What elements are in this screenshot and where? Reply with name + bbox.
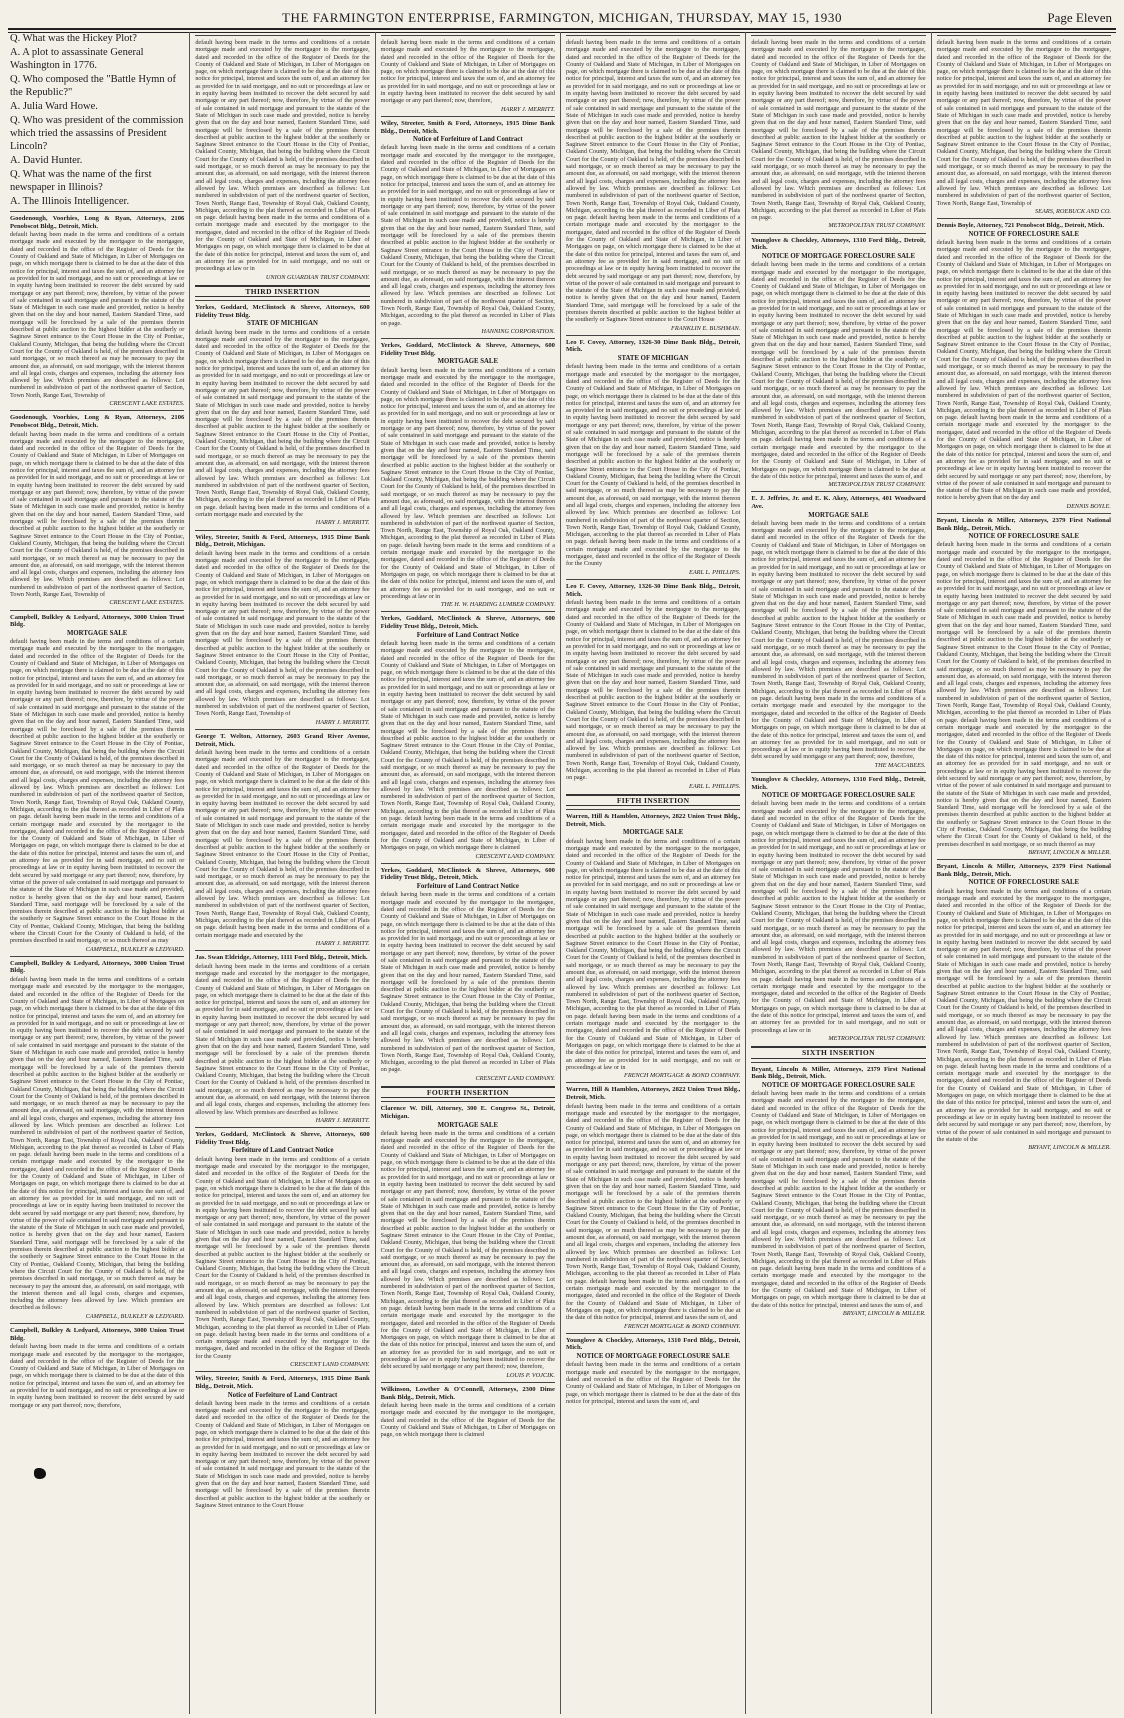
notice-title: MORTGAGE SALE — [437, 358, 499, 366]
torn-hole-mark — [34, 1468, 46, 1479]
notice-body: default having been made in the terms and conditions of a certain mortgage made and executed by the mortgagor to the mortgagee, dated and recorded in the office of the Register of Deeds for the County of Oakland and State of Michigan, in Liber of Mortgages on page, on which mortgage there is claimed to be due at the date of this notice for principal, interest and taxes the sum of, and an attorney fee as provided for in said mortgage, and no suit or proceedings at law or in equity having been instituted to recover the debt secured by said mortgage or any part thereof; now, therefore, by virtue of the power of sale contained in said mortgage and pursuant to the statute of the State of Michigan in such case made and provided, notice is hereby given that on the day and hour named, Eastern Standard Time, said mortgage will be foreclosed by a sale of the premises therein described at public auction to the highest bidder at the southerly or Saginaw Street entrance to the Court House — [195, 1399, 370, 1509]
legal-notice — [937, 513, 1111, 856]
legal-notice — [937, 218, 1111, 510]
notice-body: default having been made in the terms and conditions of a certain mortgage made and executed by the mortgagor to the mortgagee, dated and recorded in the office of the Register of Deeds for the County of Oakland and State of Michigan, in Liber of Mortgages on page, on which mortgage there is claimed to be due at the date of this notice for principal, interest and taxes the sum of, and an attorney fee as provided for in said mortgage, and no suit or proceedings at law or in equity having been instituted to recover the debt secured by said mortgage or any part thereof; now, therefore, by virtue of the power of sale contained in said mortgage and pursuant to the statute of the State of Michigan in such case made and provided, notice is hereby given that on the day and hour named, Eastern Standard Time, said mortgage will be foreclosed by a sale of the premises therein described at public auction to the highest bidder at the southerly or Saginaw Street entrance to the Court House in the City of Pontiac, Oakland County, Michigan, that being the building where the Circuit Court for the County of Oakland is held, of the premises described in said mortgage, or so much thereof as may be necessary to pay the amount due, as aforesaid, on said mortgage, with the interest thereon and all legal costs, charges and expenses, including the attorney fees allowed by law. Which premises are described as follows: Lot numbered in subdivision of part of the northwest quarter of Section, Town North, Range East, Township of — [195, 549, 370, 718]
notice-signature: METROPOLITAN TRUST COMPANY. — [828, 1034, 926, 1042]
legal-notice — [566, 335, 740, 576]
notice-body: default having been made in the terms and conditions of a certain mortgage made and executed by the mortgagor to the mortgagee, dated and recorded in the office of the Register of Deeds for the County of Oakland and State of Michigan, in Liber of Mortgages on page, on which mortgage there is claimed to be due at the date of this notice for principal, interest and taxes the sum of, and an attorney fee as provided for in said mortgage, and no suit or proceedings at law or in equity having been instituted to recover the debt secured by said mortgage or any part thereof; now, therefore, by virtue of the power of sale contained in said mortgage and pursuant to the statute of the State of Michigan in such case made and provided, notice is hereby given that on the day and hour named, Eastern Standard Time, said mortgage will be foreclosed by a sale of the premises therein described at public auction to the highest bidder at the southerly or Saginaw Street entrance to the Court House in the City of Pontiac, Oakland County, Michigan, that being the building where the Circuit Court for the County of Oakland is held, of the premises described in said mortgage, or so much thereof as may be necessary to pay the amount due, as aforesaid, on said mortgage, with the interest thereon and all legal costs, charges and expenses, including the attorney fees allowed by law. Which premises are described as follows: Lot numbered in subdivision of part of the northwest quarter of Section, Town North, Range East, Township of Royal Oak, Oakland County, Michigan, according to the plat thereof as recorded in Liber of Plats on page. default having been made in the terms and conditions of a certain mortgage made and executed by the mortgagor to the mortgagee, dated and recorded in the office of the Register of Deeds for the County of Oakland and State of Michigan, in Liber of Mortgages on page, on which mortgage there is claimed to be due at the date of this notice for principal, interest and taxes the sum of, and — [565, 1102, 741, 1322]
legal-notice — [751, 772, 925, 1042]
notice-signature: METROPOLITAN TRUST COMPANY. — [828, 481, 926, 489]
notice-attorney-heading: Wilkinson, Lowther & O'Connell, Attorneys, 2300 Dime Bank Bldg., Detroit, Mich. — [380, 1385, 555, 1401]
notice-attorney-heading: Leo F. Covey, Attorney, 1326-30 Dime Bank Bldg., Detroit, Mich. — [565, 582, 741, 598]
notice-attorney-heading: Yerkes, Goddard, McClintock & Shreve, Attorneys, 600 Fidelity Trust Bldg., Detroit, Mich. — [380, 615, 555, 631]
notice-attorney-heading: Dennis Boyle, Attorney, 721 Penobscot Bldg., Detroit, Mich. — [936, 222, 1105, 230]
notice-signature: UNION GUARDIAN TRUST COMPANY. — [265, 273, 370, 281]
notice-signature: CAMPBELL, BULKLEY & LEDYARD. — [85, 945, 185, 953]
legal-notice — [937, 35, 1111, 215]
insertion-heading: THIRD INSERTION — [195, 285, 369, 297]
notice-signature: FRENCH MORTGAGE & BOND COMPANY. — [623, 1072, 741, 1080]
notice-attorney-heading: Younglove & Chockley, Attorneys, 1310 Ford Bldg., Detroit, Mich. — [751, 236, 926, 252]
notice-signature: CRESCENT LAKE ESTATES. — [109, 599, 185, 607]
notice-title: MORTGAGE SALE — [622, 829, 684, 837]
notice-attorney-heading: Warren, Hill & Hamblen, Attorneys, 2822 Union Trust Bldg., Detroit, Mich. — [565, 1086, 741, 1102]
legal-notice — [195, 300, 369, 527]
notice-signature: CRESCENT LAND COMPANY. — [475, 1074, 555, 1082]
legal-notice — [566, 579, 740, 790]
notice-signature: EARL L. PHILLIPS. — [688, 782, 741, 790]
notice-body: default having been made in the terms and conditions of a certain mortgage made and executed by the mortgagor to the mortgagee, dated and recorded in the office of the Register of Deeds for the County of Oakland and State of Michigan, in Liber of Mortgages on page, on which mortgage there is claimed to be due at the date of this notice for principal, interest and taxes the sum of, and an attorney fee as provided for in said mortgage, and no suit or proceedings at law or in equity having been instituted to recover the debt secured by said mortgage or any part thereof; now, therefore, by virtue of the power of sale contained in said mortgage and pursuant to the statute of the State of Michigan in such case made and provided, notice is hereby given that on the day and hour named, Eastern Standard Time, said mortgage will be foreclosed by a sale of the premises therein described at public auction to the highest bidder at the southerly or Saginaw Street entrance to the Court House in the City of Pontiac, Oakland County, Michigan, that being the building where the Circuit Court for the County of Oakland is held, of the premises described in said mortgage, or so much thereof as may be necessary to pay the amount due, as aforesaid, on said mortgage, with the interest thereon and all legal costs, charges and expenses, including the attorney fees allowed by law. Which premises are described as follows: Lot numbered in subdivision of part of the northwest quarter of Section, Town North, Range East, Township of Royal Oak, Oakland County, Michigan, according to the plat thereof as recorded in Liber of Plats on page. default having been made in the terms and conditions of a certain mortgage made and executed by the mortgagor to the mortgagee, dated and recorded in the office of the Register of Deeds for the County of Oakland and State of Michigan, in Liber of Mortgages on page, on which mortgage there is claimed to be due at the date of this notice for principal, interest and taxes the sum of, and an attorney fee as provided for in said mortgage, and no suit or proceedings at law or in equity having been instituted to recover the debt secured by said mortgage or any part thereof; now, therefore, by virtue of the power of sale contained in said mortgage and pursuant to the statute of the State of Michigan in such case made and provided, notice is hereby given that on the day and hour named, Eastern Standard Time, said mortgage will be foreclosed by a sale of the premises therein described at public auction to the highest bidder at the southerly or Saginaw Street entrance to the Court House in the City of Pontiac, Oakland County, Michigan, that being the building where the Circuit Court for the County of Oakland is held, of the premises described in said mortgage, or so much thereof as may — [936, 541, 1111, 848]
legal-notice — [10, 610, 184, 953]
legal-notice — [566, 35, 740, 332]
masthead-title: THE FARMINGTON ENTERPRISE, FARMINGTON, MICHIGAN, THURSDAY, MAY 15, 1930 — [281, 10, 843, 25]
notice-body: default having been made in the terms and conditions of a certain mortgage made and executed by the mortgagor to the mortgagee, dated and recorded in the office of the Register of Deeds for the County of Oakland and State of Michigan, in Liber of Mortgages on page, on which mortgage there is claimed to be due at the date of this notice for principal, interest and taxes the sum of, and — [565, 1361, 741, 1405]
notice-body: default having been made in the terms and conditions of a certain mortgage made and executed by the mortgagor to the mortgagee, dated and recorded in the office of the Register of Deeds for the County of Oakland and State of Michigan, in Liber of Mortgages on page, on which mortgage there is claimed to be due at the date of this notice for principal, interest and taxes the sum of, and an attorney fee as provided for in said mortgage, and no suit or proceedings at law or in equity having been instituted to recover the debt secured by said mortgage or any part thereof; now, therefore, by virtue of the power of sale contained in said mortgage and pursuant to the statute of the State of Michigan in such case made and provided, notice is hereby given that on the day and hour named, Eastern Standard Time, said mortgage will be foreclosed by a sale of the premises therein described at public auction to the highest bidder at the southerly or Saginaw Street entrance to the Court House in the City of Pontiac, Oakland County, Michigan, that being the building where the Circuit Court for the County of Oakland is held, of the premises described in said mortgage, or so much thereof as may be necessary to pay the amount due, as aforesaid, on said mortgage, with the interest thereon and all legal costs, charges and expenses, including the attorney fees allowed by law. Which premises are described as follows: Lot numbered in subdivision of part of the northwest quarter of Section, Town North, Range East, Township of Royal Oak, Oakland County, Michigan, according to the plat thereof as recorded in Liber of Plats on page. default having been made in the terms and conditions of a certain mortgage made and executed by the mortgagor to the mortgagee, dated and recorded in the office of the Register of Deeds for the County of Oakland and State of Michigan, in Liber of Mortgages on page, on which mortgage there is claimed to be due at the date of this notice for principal, interest and taxes the sum of, and — [751, 1090, 926, 1309]
legal-notice — [751, 35, 925, 230]
quiz-question: Q. Who was president of the commission which tried the assassins of President Lincoln? — [10, 115, 184, 152]
notice-attorney-heading: Leo F. Covey, Attorney, 1326-30 Dime Bank Bldg., Detroit, Mich. — [565, 338, 741, 354]
notice-body: default having been made in the terms and conditions of a certain mortgage made and executed by the mortgagor to the mortgagee, dated and recorded in the office of the Register of Deeds for the County of Oakland and State of Michigan, in Liber of Mortgages on page, on which mortgage there is claimed to be due at the date of this notice for principal, interest and taxes the sum of, and an attorney fee as provided for in said mortgage, and no suit or proceedings at law or in equity having been instituted to recover the debt secured by said mortgage or any part thereof; now, therefore, by virtue of the power of sale contained in said mortgage and pursuant to the statute of the State of Michigan in such case made and provided, notice is hereby given that on the day and hour named, Eastern Standard Time, said mortgage will be foreclosed by a sale of the premises therein described at public auction to the highest bidder at the southerly or Saginaw Street entrance to the Court House in the City of Pontiac, Oakland County, Michigan, that being the building where the Circuit Court for the County of Oakland is held, of the premises described in said mortgage, or so much thereof as may be necessary to pay the amount due, as aforesaid, on said mortgage, with the interest thereon and all legal costs, charges and expenses, including the attorney fees allowed by law. Which premises are described as follows: Lot numbered in subdivision of part of the northwest quarter of Section, Town North, Range East, Township of — [10, 231, 185, 399]
notice-title: NOTICE OF MORTGAGE FORECLOSURE SALE — [761, 792, 916, 800]
notice-body: default having been made in the terms and conditions of a certain mortgage made and executed by the mortgagor to the mortgagee, dated and recorded in the office of the Register of Deeds for the County of Oakland and State of Michigan, in Liber of Mortgages on page, on which mortgage there is claimed to be due at the date of this notice for principal, interest and taxes the sum of, and an attorney fee as provided for in said mortgage, and no suit or proceedings at law or in equity having been instituted to recover the debt secured by said mortgage or any part thereof; now, therefore, by virtue of the power of sale contained in said mortgage and pursuant to the statute of the State of Michigan in such case made and provided, notice is hereby given that on the day and hour named, Eastern Standard Time, said mortgage will be foreclosed by a sale of the premises therein described at public auction to the highest bidder at the southerly or Saginaw Street entrance to the Court House in the City of Pontiac, Oakland County, Michigan, that being the building where the Circuit Court for the County of Oakland is held, of the premises described in said mortgage, or so much thereof as may be necessary to pay the amount due, as aforesaid, on said mortgage, with the interest thereon and all legal costs, charges and expenses, including the attorney fees allowed by law. Which premises are described as follows: Lot numbered in subdivision of part of the northwest quarter of Section, Town North, Range East, Township of Royal Oak, Oakland County, Michigan, according to the plat thereof as recorded in Liber of Plats on page. — [751, 39, 926, 222]
legal-notice — [195, 35, 369, 281]
notice-body: default having been made in the terms and conditions of a certain mortgage made and executed by the mortgagor to the mortgagee, dated and recorded in the office of the Register of Deeds for the County of Oakland and State of Michigan, in Liber of Mortgages on page, on which mortgage there is claimed to be due at the date of this notice for principal, interest and taxes the sum of, and an attorney fee as provided for in said mortgage, and no suit or proceedings at law or in equity having been instituted to recover the debt secured by said mortgage or any part thereof; now, therefore, by virtue of the power of sale contained in said mortgage and pursuant to the statute of the State of Michigan in such case made and provided, notice is hereby given that on the day and hour named, Eastern Standard Time, said mortgage will be foreclosed by a sale of the premises therein described at public auction to the highest bidder at the southerly or Saginaw Street entrance to the Court House in the City of Pontiac, Oakland County, Michigan, that being the building where the Circuit Court for the County of Oakland is held, of the premises described in said mortgage, or so much thereof as may be necessary to pay the amount due, as aforesaid, on said mortgage, with the interest thereon and all legal costs, charges and expenses, including the attorney fees allowed by law. Which premises are described as follows: Lot numbered in subdivision of part of the northwest quarter of Section, Town North, Range East, Township of Royal Oak, Oakland County, Michigan, according to the plat thereof as recorded in Liber of Plats on page. default having been made in the terms and conditions of a certain mortgage made and executed by the mortgagor to the mortgagee, dated and recorded in the office of the Register of Deeds for the County — [195, 1155, 370, 1360]
notice-body: default having been made in the terms and conditions of a certain mortgage made and executed by the mortgagor to the mortgagee, dated and recorded in the office of the Register of Deeds for the County of Oakland and State of Michigan, in Liber of Mortgages on page, on which mortgage there is claimed to be due at the date of this notice for principal, interest and taxes the sum of, and an attorney fee as provided for in said mortgage, and no suit or proceedings at law or in equity having been instituted to recover the debt secured by said mortgage or any part thereof; now, therefore, by virtue of the power of sale contained in said mortgage and pursuant to the statute of the State of Michigan in such case made and provided, notice is hereby given that on the day and hour named, Eastern Standard Time, said mortgage will be foreclosed by a sale of the premises therein described at public auction to the highest bidder at the southerly or Saginaw Street entrance to the Court House in the City of Pontiac, Oakland County, Michigan, that being the building where the Circuit Court for the County of Oakland is held, of the premises described in said mortgage, or so much thereof as may be necessary to pay the amount due, as aforesaid, on said mortgage, with the interest thereon and all legal costs, charges and expenses, including the attorney fees allowed by law. Which premises are described as follows: Lot numbered in subdivision of part of the northwest quarter of Section, Town North, Range East, Township of Royal Oak, Oakland County, Michigan, according to the plat thereof as recorded in Liber of Plats on page. — [380, 144, 555, 327]
legal-notice — [937, 859, 1111, 1151]
notice-signature: HARRY J. MERRITT. — [315, 1116, 370, 1124]
notice-signature: THE MACCABEES. — [874, 761, 926, 769]
notice-body: default having been made in the terms and conditions of a certain mortgage made and executed by the mortgagor to the mortgagee, dated and recorded in the office of the Register of Deeds for the County of Oakland and State of Michigan, in Liber of Mortgages on page, on which mortgage there is claimed to be due at the date of this notice for principal, interest and taxes the sum of, and an attorney fee as provided for in said mortgage, and no suit or proceedings at law or in equity having been instituted to recover the debt secured by said mortgage or any part thereof; now, therefore, by virtue of the power of sale contained in said mortgage and pursuant to the statute of the State of Michigan in such case made and provided, notice is hereby given that on the day and hour named, Eastern Standard Time, said mortgage will be foreclosed by a sale of the premises therein described at public auction to the highest bidder at the southerly or Saginaw Street entrance to the Court House in the City of Pontiac, Oakland County, Michigan, that being the building where the Circuit Court for the County of Oakland is held, of the premises described in said mortgage, or so much thereof as may be necessary to pay the amount due, as aforesaid, on said mortgage, with the interest thereon and all legal costs, charges and expenses, including the attorney fees allowed by law. Which premises are described as follows: Lot numbered in subdivision of part of the northwest quarter of Section, Town North, Range East, Township of Royal Oak, Oakland County, Michigan, according to the plat thereof as recorded in Liber of Plats on page. default having been made in the terms and conditions of a certain mortgage made and executed by the mortgagor to the mortgagee, dated and recorded in the office of the Register of Deeds for the County of Oakland and State of Michigan, in Liber of Mortgages on page, on which mortgage there is claimed to be due at the date of this notice for principal, interest and taxes the sum of, and an attorney fee as provided for in said mortgage, and no suit or proceedings at law or in — [380, 366, 555, 600]
notice-attorney-heading: Wiley, Streeter, Smith & Ford, Attorneys, 1915 Dime Bank Bldg., Detroit, Mich. — [380, 119, 555, 135]
notice-body: default having been made in the terms and conditions of a certain mortgage made and executed by the mortgagor to the mortgagee, dated and recorded in the office of the Register of Deeds for the County of Oakland and State of Michigan, in Liber of Mortgages on page, on which mortgage there is claimed to be due at the date of this notice for principal, interest and taxes the sum of, and an attorney fee as provided for in said mortgage, and no suit or proceedings at law or in equity having been instituted to recover the debt secured by said mortgage or any part thereof; now, therefore, by virtue of the power of sale contained in said mortgage and pursuant to the statute of the State of Michigan in such case made and provided, notice is hereby given that on the day and hour named, Eastern Standard Time, said mortgage will be foreclosed by a sale of the premises therein described at public auction to the highest bidder at the southerly or Saginaw Street entrance to the Court House in the City of Pontiac, Oakland County, Michigan, that being the building where the Circuit Court for the County of Oakland is held, of the premises described in said mortgage, or so much thereof as may be necessary to pay the amount due, as aforesaid, on said mortgage, with the interest thereon and all legal costs, charges and expenses, including the attorney fees allowed by law. Which premises are described as follows: Lot numbered in subdivision of part of the northwest quarter of Section, Town North, Range East, Township of — [10, 430, 185, 599]
legal-notice — [381, 116, 555, 335]
quiz-answer: A. A plot to assassinate General Washington in 1776. — [10, 47, 144, 71]
notice-body: default having been made in the terms and conditions of a certain mortgage made and executed by the mortgagor to the mortgagee, dated and recorded in the office of the Register of Deeds for the County of Oakland and State of Michigan, in Liber of Mortgages on page, on which mortgage there is claimed to be due at the date of this notice for principal, interest and taxes the sum of, and an attorney fee as provided for in said mortgage, and no suit or proceedings at law or in equity having been instituted to recover the debt secured by said mortgage or any part thereof; now, therefore, by virtue of the power of sale contained in said mortgage and pursuant to the statute of the State of Michigan in such case made and provided, notice is hereby given that on the day and hour named, Eastern Standard Time, said mortgage will be foreclosed by a sale of the premises therein described at public auction to the highest bidder at the southerly or Saginaw Street entrance to the Court House in the City of Pontiac, Oakland County, Michigan, that being the building where the Circuit Court for the County of Oakland is held, of the premises described in said mortgage, or so much thereof as may be necessary to pay the amount due, as aforesaid, on said mortgage, with the interest thereon and all legal costs, charges and expenses, including the attorney fees allowed by law. Which premises are described as follows: Lot numbered in subdivision of part of the northwest quarter of Section, Town North, Range East, Township of Royal Oak, Oakland County, Michigan, according to the plat thereof as recorded in Liber of Plats on page. default having been made in the terms and conditions of a certain mortgage made and executed by the — [195, 749, 370, 939]
notice-signature: BRYANT, LINCOLN & MILLER. — [1028, 1144, 1111, 1152]
notice-body: default having been made in the terms and conditions of a certain mortgage made and executed by the mortgagor to the mortgagee, dated and recorded in the office of the Register of Deeds for the County of Oakland and State of Michigan, in Liber of Mortgages on page, on which mortgage there is claimed to be due at the date of this notice for principal, interest and taxes the sum of, and an attorney fee as provided for in said mortgage, and no suit or proceedings at law or in equity having been instituted to recover the debt secured by said mortgage or any part thereof; now, therefore, by virtue of the power of sale contained in said mortgage and pursuant to the statute of the State of Michigan in such case made and provided, notice is hereby given that on the day and hour named, Eastern Standard Time, said mortgage will be foreclosed by a sale of the premises therein described at public auction to the highest bidder at the southerly or Saginaw Street entrance to the Court House in the City of Pontiac, Oakland County, Michigan, that being the building where the Circuit Court for the County of Oakland is held, of the premises described in said mortgage, or so much thereof as may be necessary to pay the amount due, as aforesaid, on said mortgage, with the interest thereon and all legal costs, charges and expenses, including the attorney fees allowed by law. Which premises are described as follows: Lot numbered in subdivision of part of the northwest quarter of Section, Town North, Range East, Township of Royal Oak, Oakland County, Michigan, according to the plat thereof as recorded in Liber of Plats on page. default having been made in the terms and conditions of a certain mortgage made and executed by the mortgagor to the mortgagee, dated and recorded in the office of the Register of Deeds for the County of Oakland and State of Michigan, in Liber of Mortgages on page, on which mortgage there is claimed to be due at the date of this notice for principal, interest and taxes the sum of, and an attorney fee as provided for in said mortgage, and no suit or proceedings at law or in — [751, 800, 926, 1034]
legal-notice — [566, 1082, 740, 1329]
column-1 — [8, 32, 189, 1714]
notice-body: default having been made in the terms and conditions of a certain mortgage made and executed by the mortgagor to the mortgagee, dated and recorded in the office of the Register of Deeds for the County of Oakland and State of Michigan, in Liber of Mortgages on page, on which mortgage there is claimed to be due at the date of this notice for principal, interest and taxes the sum of, and an attorney fee as provided for in said mortgage, and no suit or proceedings at law or in equity having been instituted to recover the debt secured by said mortgage or any part thereof; now, therefore, by virtue of the power of sale contained in said mortgage and pursuant to the statute of the State of Michigan in such case made and provided, notice is hereby given that on the day and hour named, Eastern Standard Time, said mortgage will be foreclosed by a sale of the premises therein described at public auction to the highest bidder at the southerly or Saginaw Street entrance to the Court House in the City of Pontiac, Oakland County, Michigan, that being the building where the Circuit Court for the County of Oakland is held, of the premises described in said mortgage, or so much thereof as may be necessary to pay the amount due, as aforesaid, on said mortgage, with the interest thereon and all legal costs, charges and expenses, including the attorney fees allowed by law. Which premises are described as follows: Lot numbered in subdivision of part of the northwest quarter of Section, Town North, Range East, Township of Royal Oak, Oakland County, Michigan, according to the plat thereof as recorded in Liber of Plats on page. default having been made in the terms and conditions of a certain mortgage made and executed by the mortgagor to the mortgagee, dated and recorded in the office of the Register of Deeds for the County of Oakland and State of Michigan, in Liber of Mortgages on page, on which mortgage there is claimed to be due at the date of this notice for principal, interest and taxes the sum of, and an attorney fee as provided for in said mortgage, and no suit or proceedings at law or in equity having been instituted to recover the debt secured by said mortgage or any part thereof; now, therefore, — [751, 519, 926, 761]
notice-attorney-heading: Wiley, Streeter, Smith & Ford, Attorneys, 1915 Dime Bank Bldg., Detroit, Michigan. — [195, 533, 370, 549]
notice-attorney-heading: Campbell, Bulkley & Ledyard, Attorneys, 3000 Union Trust Bldg. — [10, 959, 185, 975]
masthead — [8, 6, 1116, 30]
notice-attorney-heading: Bryant, Lincoln & Miller, Attorneys, 2379 First National Bank Bldg., Detroit, Mich. — [936, 863, 1111, 878]
quiz-question: Q. What was the Hickey Plot? — [10, 33, 137, 44]
insertion-heading: FIFTH INSERTION — [566, 794, 740, 806]
notice-title: MORTGAGE SALE — [437, 1121, 499, 1129]
legal-notice — [10, 211, 184, 407]
notice-title: Forfeiture of Land Contract Notice — [416, 883, 519, 891]
notice-title: MORTGAGE SALE — [808, 511, 869, 519]
column-4 — [560, 32, 745, 1714]
notice-title: Notice of Forfeiture of Land Contract — [413, 136, 523, 144]
notice-signature: HARRY J. MERRITT. — [500, 105, 555, 113]
notice-attorney-heading: E. J. Jeffries, Jr. and E. K. Akey, Attorneys, 401 Woodward Ave. — [751, 495, 926, 510]
notice-title: NOTICE OF MORTGAGE FORECLOSURE SALE — [761, 252, 916, 260]
notice-body: default having been made in the terms and conditions of a certain mortgage made and executed by the mortgagor to the mortgagee, dated and recorded in the office of the Register of Deeds for the County of Oakland and State of Michigan, in Liber of Mortgages on page, on which mortgage there is claimed to be due at the date of this notice for principal, interest and taxes the sum of, and an attorney fee as provided for in said mortgage, and no suit or proceedings at law or in equity having been instituted to recover the debt secured by said mortgage or any part thereof; now, therefore, by virtue of the power of sale contained in said mortgage and pursuant to the statute of the State of Michigan in such case made and provided, notice is hereby given that on the day and hour named, Eastern Standard Time, said mortgage will be foreclosed by a sale of the premises therein described at public auction to the highest bidder at the southerly or Saginaw Street entrance to the Court House in the City of Pontiac, Oakland County, Michigan, that being the building where the Circuit Court for the County of Oakland is held, of the premises described in said mortgage, or so much thereof as may be necessary to pay the amount due, as aforesaid, on said mortgage, with the interest thereon and all legal costs, charges and expenses, including the attorney fees allowed by law. Which premises are described as follows: Lot numbered in subdivision of part of the northwest quarter of Section, Town North, Range East, Township of Royal Oak, Oakland County, Michigan, according to the plat thereof as recorded in Liber of Plats on page. default having been made in the terms and conditions of a certain mortgage made and executed by the mortgagor to the mortgagee, dated and recorded in the office of the Register of Deeds for the County of Oakland and State of Michigan, in Liber of Mortgages on page, on which mortgage there is claimed to be due at the date of this notice for principal, interest and taxes the sum of, and an attorney fee as provided for in said mortgage, and no suit or proceedings at law or in — [565, 837, 741, 1071]
notice-body: default having been made in the terms and conditions of a certain mortgage made and executed by the mortgagor to the mortgagee, dated and recorded in the office of the Register of Deeds for the County of Oakland and State of Michigan, in Liber of Mortgages on page, on which mortgage there is claimed to be due at the date of this notice for principal, interest and taxes the sum of, and an attorney fee as provided for in said mortgage, and no suit or proceedings at law or in equity having been instituted to recover the debt secured by said mortgage or any part thereof; now, therefore, by virtue of the power of sale contained in said mortgage and pursuant to the statute of the State of Michigan in such case made and provided, notice is hereby given that on the day and hour named, Eastern Standard Time, said mortgage will be foreclosed by a sale of the premises therein described at public auction to the highest bidder at the southerly or Saginaw Street entrance to the Court House in the City of Pontiac, Oakland County, Michigan, that being the building where the Circuit Court for the County of Oakland is held, of the premises described in said mortgage, or so much thereof as may be necessary to pay the amount due, as aforesaid, on said mortgage, with the interest thereon and all legal costs, charges and expenses, including the attorney fees allowed by law. Which premises are described as follows: Lot numbered in subdivision of part of the northwest quarter of Section, Town North, Range East, Township of Royal Oak, Oakland County, Michigan, according to the plat thereof as recorded in Liber of Plats on page. default having been made in the terms and conditions of a certain mortgage made and executed by the mortgagor to the mortgagee, dated and recorded in the office of the Register of Deeds for the County of Oakland and State of Michigan, in Liber of Mortgages on page, on which mortgage there is claimed to be due at the date of this notice for principal, interest and taxes the sum of, and an attorney fee as provided for in said mortgage, and no suit or proceedings at law or in equity having been instituted to recover the debt secured by said mortgage or any part thereof; now, therefore, by virtue of the power of sale contained in said mortgage and pursuant to the statute of the State of Michigan in such case made and provided, notice is hereby given that on the day and — [936, 239, 1111, 502]
notice-signature: HARRY J. MERRITT. — [315, 939, 370, 947]
notice-title: Forfeiture of Land Contract Notice — [416, 631, 519, 639]
page-number: Page Eleven — [1047, 10, 1112, 25]
notice-attorney-heading: Campbell, Bulkley & Ledyard, Attorneys, 3000 Union Trust Bldg. — [10, 1327, 185, 1342]
column-3 — [375, 32, 560, 1714]
column-2 — [189, 32, 374, 1714]
notice-title: NOTICE OF FORECLOSURE SALE — [968, 879, 1080, 887]
notice-attorney-heading: Warren, Hill & Hamblen, Attorneys, 2822 Union Trust Bldg., Detroit, Mich. — [565, 813, 741, 828]
notice-signature: FRANKLIN E. BUSHMAN. — [671, 324, 741, 332]
notice-title: STATE OF MICHIGAN — [247, 320, 318, 328]
notice-attorney-heading: Yerkes, Goddard, McClintock & Shreve, Attorneys, 600 Fidelity Trust Bldg. — [195, 1131, 370, 1146]
legal-notice — [10, 410, 184, 606]
notice-attorney-heading: Yerkes, Goddard, McClintock & Shreve, Attorneys, 600 Fidelity Trust Bldg. — [380, 342, 555, 357]
legal-notice — [381, 863, 555, 1082]
quiz-answer: A. David Hunter. — [10, 155, 83, 166]
notice-signature: CRESCENT LAND COMPANY. — [290, 1361, 370, 1369]
notice-signature: THE H. W. HARDING LUMBER COMPANY. — [440, 601, 555, 609]
notice-attorney-heading: George T. Welton, Attorney, 2603 Grand River Avenue, Detroit, Mich. — [195, 732, 370, 748]
legal-notice — [566, 809, 740, 1079]
legal-notice — [381, 35, 555, 113]
notice-title: NOTICE OF MORTGAGE FORECLOSURE SALE — [761, 1081, 916, 1089]
notice-signature: HARRY J. MERRITT. — [315, 718, 370, 726]
notice-title: STATE OF MICHIGAN — [617, 355, 689, 363]
legal-notice — [195, 950, 369, 1124]
notice-title: NOTICE OF FORECLOSURE SALE — [968, 533, 1080, 541]
notice-body: default having been made in the terms and conditions of a certain mortgage made and executed by the mortgagor to the mortgagee, dated and recorded in the office of the Register of Deeds for the County of Oakland and State of Michigan, in Liber of Mortgages on page, on which mortgage there is claimed — [380, 1402, 555, 1439]
notice-signature: EARL L. PHILLIPS. — [688, 568, 741, 576]
notice-title: NOTICE OF FORECLOSURE SALE — [968, 230, 1080, 238]
notice-body: default having been made in the terms and conditions of a certain mortgage made and executed by the mortgagor to the mortgagee, dated and recorded in the office of the Register of Deeds for the County of Oakland and State of Michigan, in Liber of Mortgages on page, on which mortgage there is claimed to be due at the date of this notice for principal, interest and taxes the sum of, and an attorney fee as provided for in said mortgage, and no suit or proceedings at law or in equity having been instituted to recover the debt secured by said mortgage or any part thereof; now, therefore, by virtue of the power of sale contained in said mortgage and pursuant to the statute of the State of Michigan in such case made and provided, notice is hereby given that on the day and hour named, Eastern Standard Time, said mortgage will be foreclosed by a sale of the premises therein described at public auction to the highest bidder at the southerly or Saginaw Street entrance to the Court House in the City of Pontiac, Oakland County, Michigan, that being the building where the Circuit Court for the County of Oakland is held, of the premises described in said mortgage, or so much thereof as may be necessary to pay the amount due, as aforesaid, on said mortgage, with the interest thereon and all legal costs, charges and expenses, including the attorney fees allowed by law. Which premises are described as follows: Lot numbered in subdivision of part of the northwest quarter of Section, Town North, Range East, Township of Royal Oak, Oakland County, Michigan, according to the plat thereof as recorded in Liber of Plats on page. default having been made in the terms and conditions of a certain mortgage made and executed by the mortgagor to the mortgagee, dated and recorded in the office of the Register of Deeds for the County of Oakland and State of Michigan, in Liber of Mortgages on page, on which mortgage there is claimed to be due at the date of this notice for principal, interest and taxes the sum of, and an attorney fee as provided for in said mortgage, and no suit or proceedings at law or in equity having been instituted to recover the debt secured by said mortgage or any part thereof; now, therefore, by virtue of the power of sale contained in said mortgage and pursuant to the statute of the — [936, 887, 1111, 1143]
notice-attorney-heading: Campbell, Bulkley & Ledyard, Attorneys, 3000 Union Trust Bldg. — [10, 613, 185, 629]
legal-notice — [751, 233, 925, 489]
quiz-question: Q. Who composed the "Battle Hymn of the Republic?" — [10, 74, 176, 98]
legal-notice — [195, 1127, 369, 1368]
legal-notice — [751, 1062, 925, 1318]
notice-body: default having been made in the terms and conditions of a certain mortgage made and executed by the mortgagor to the mortgagee, dated and recorded in the office of the Register of Deeds for the County of Oakland and State of Michigan, in Liber of Mortgages on page, on which mortgage there is claimed to be due at the date of this notice for principal, interest and taxes the sum of, and an attorney fee as provided for in said mortgage, and no suit or proceedings at law or in equity having been instituted to recover the debt secured by said mortgage or any part thereof; now, therefore, by virtue of the power of sale contained in said mortgage and pursuant to the statute of the State of Michigan in such case made and provided, notice is hereby given that on the day and hour named, Eastern Standard Time, said mortgage will be foreclosed by a sale of the premises therein described at public auction to the highest bidder at the southerly or Saginaw Street entrance to the Court House in the City of Pontiac, Oakland County, Michigan, that being the building where the Circuit Court for the County of Oakland is held, of the premises described in said mortgage, or so much thereof as may be necessary to pay the amount due, as aforesaid, on said mortgage, with the interest thereon and all legal costs, charges and expenses, including the attorney fees allowed by law. Which premises are described as follows: Lot numbered in subdivision of part of the northwest quarter of Section, Town North, Range East, Township of — [936, 39, 1111, 207]
legal-notice — [381, 1101, 555, 1379]
column-5 — [745, 32, 930, 1714]
legal-notice — [195, 1371, 369, 1509]
legal-notice — [10, 1323, 184, 1409]
notice-body: default having been made in the terms and conditions of a certain mortgage made and executed by the mortgagor to the mortgagee, dated and recorded in the office of the Register of Deeds for the County of Oakland and State of Michigan, in Liber of Mortgages on page, on which mortgage there is claimed to be due at the date of this notice for principal, interest and taxes the sum of, and an attorney fee as provided for in said mortgage, and no suit or proceedings at law or in equity having been instituted to recover the debt secured by said mortgage or any part thereof; now, therefore, by virtue of the power of sale contained in said mortgage and pursuant to the statute of the State of Michigan in such case made and provided, notice is hereby given that on the day and hour named, Eastern Standard Time, said mortgage will be foreclosed by a sale of the premises therein described at public auction to the highest bidder at the southerly or Saginaw Street entrance to the Court House in the City of Pontiac, Oakland County, Michigan, that being the building where the Circuit Court for the County of Oakland is held, of the premises described in said mortgage, or so much thereof as may be necessary to pay the amount due, as aforesaid, on said mortgage, with the interest thereon and all legal costs, charges and expenses, including the attorney fees allowed by law. Which premises are described as follows: Lot numbered in subdivision of part of the northwest quarter of Section, Town North, Range East, Township of Royal Oak, Oakland County, Michigan, according to the plat thereof as recorded in Liber of Plats on page. — [565, 599, 741, 782]
notice-title: Forfeiture of Land Contract Notice — [231, 1147, 334, 1155]
legal-notice — [195, 729, 369, 947]
notice-signature: DENNIS BOYLE. — [1066, 502, 1111, 510]
notice-body: default having been made in the terms and conditions of a certain mortgage made and executed by the mortgagor to the mortgagee, dated and recorded in the office of the Register of Deeds for the County of Oakland and State of Michigan, in Liber of Mortgages on page, on which mortgage there is claimed to be due at the date of this notice for principal, interest and taxes the sum of, and an attorney fee as provided for in said mortgage, and no suit or proceedings at law or in equity having been instituted to recover the debt secured by said mortgage or any part thereof; now, therefore, — [380, 39, 555, 105]
notice-signature: LOUIS P. VOJCIK. — [506, 1371, 555, 1379]
quiz-box — [10, 32, 184, 208]
notice-signature: HANNING CORPORATION. — [481, 327, 555, 335]
notice-signature: HARRY J. MERRITT. — [315, 519, 370, 527]
notice-signature: METROPOLITAN TRUST COMPANY. — [828, 222, 926, 230]
legal-notice — [10, 956, 184, 1320]
notice-signature: BRYANT, LINCOLN & MILLER. — [842, 1309, 926, 1317]
notice-attorney-heading: Goodenough, Voorhies, Long & Ryan, Attorneys, 2106 Penobscot Bldg., Detroit, Mich. — [10, 215, 185, 230]
notice-title: NOTICE OF MORTGAGE FORECLOSURE SALE — [576, 1353, 730, 1361]
notice-body: default having been made in the terms and conditions of a certain mortgage made and executed by the mortgagor to the mortgagee, dated and recorded in the office of the Register of Deeds for the County of Oakland and State of Michigan, in Liber of Mortgages on page, on which mortgage there is claimed to be due at the date of this notice for principal, interest and taxes the sum of, and an attorney fee as provided for in said mortgage, and no suit or proceedings at law or in equity having been instituted to recover the debt secured by said mortgage or any part thereof; now, therefore, — [10, 1343, 185, 1409]
notice-attorney-heading: Younglove & Chockley, Attorneys, 1310 Ford Bldg., Detroit, Mich. — [565, 1336, 741, 1352]
legal-notice — [381, 338, 555, 608]
notice-attorney-heading: Goodenough, Voorhies, Long & Ryan, Attorneys, 2106 Penobscot Bldg., Detroit, Mich. — [10, 414, 185, 429]
notice-attorney-heading: Younglove & Chockley, Attorneys, 1310 Ford Bldg., Detroit, Mich. — [751, 775, 926, 791]
notice-signature: FRENCH MORTGAGE & BOND COMPANY. — [623, 1322, 741, 1330]
notice-attorney-heading: Yerkes, Goddard, McClintock & Shreve, Attorneys, 600 Fidelity Trust Bldg. — [195, 304, 370, 319]
notice-signature: CRESCENT LAND COMPANY. — [475, 852, 555, 860]
notice-title: Notice of Forfeiture of Land Contract — [227, 1391, 338, 1399]
notice-signature: SEARS, ROEBUCK AND CO. — [1035, 207, 1111, 215]
legal-notice — [381, 1382, 555, 1439]
notice-title: MORTGAGE SALE — [66, 629, 128, 637]
notice-body: default having been made in the terms and conditions of a certain mortgage made and executed by the mortgagor to the mortgagee, dated and recorded in the office of the Register of Deeds for the County of Oakland and State of Michigan, in Liber of Mortgages on page, on which mortgage there is claimed to be due at the date of this notice for principal, interest and taxes the sum of, and an attorney fee as provided for in said mortgage, and no suit or proceedings at law or in equity having been instituted to recover the debt secured by said mortgage or any part thereof; now, therefore, by virtue of the power of sale contained in said mortgage and pursuant to the statute of the State of Michigan in such case made and provided, notice is hereby given that on the day and hour named, Eastern Standard Time, said mortgage will be foreclosed by a sale of the premises therein described at public auction to the highest bidder at the southerly or Saginaw Street entrance to the Court House in the City of Pontiac, Oakland County, Michigan, that being the building where the Circuit Court for the County of Oakland is held, of the premises described in said mortgage, or so much thereof as may be necessary to pay the amount due, as aforesaid, on said mortgage, with the interest thereon and all legal costs, charges and expenses, including the attorney fees allowed by law. Which premises are described as follows: Lot numbered in subdivision of part of the northwest quarter of Section, Town North, Range East, Township of Royal Oak, Oakland County, Michigan, according to the plat thereof as recorded in Liber of Plats on page. default having been made in the terms and conditions of a certain mortgage made and executed by the — [195, 328, 370, 518]
legal-notice — [195, 530, 369, 726]
insertion-heading: SIXTH INSERTION — [751, 1046, 925, 1058]
legal-notice — [566, 1333, 740, 1405]
notice-body: default having been made in the terms and conditions of a certain mortgage made and executed by the mortgagor to the mortgagee, dated and recorded in the office of the Register of Deeds for the County of Oakland and State of Michigan, in Liber of Mortgages on page, on which mortgage there is claimed to be due at the date of this notice for principal, interest and taxes the sum of, and an attorney fee as provided for in said mortgage, and no suit or proceedings at law or in equity having been instituted to recover the debt secured by said mortgage or any part thereof; now, therefore, by virtue of the power of sale contained in said mortgage and pursuant to the statute of the State of Michigan in such case made and provided, notice is hereby given that on the day and hour named, Eastern Standard Time, said mortgage will be foreclosed by a sale of the premises therein described at public auction to the highest bidder at the southerly or Saginaw Street entrance to the Court House in the City of Pontiac, Oakland County, Michigan, that being the building where the Circuit Court for the County of Oakland is held, of the premises described in said mortgage, or so much thereof as may be necessary to pay the amount due, as aforesaid, on said mortgage, with the interest thereon and all legal costs, charges and expenses, including the attorney fees allowed by law. Which premises are described as follows: Lot numbered in subdivision of part of the northwest quarter of Section, Town North, Range East, Township of Royal Oak, Oakland County, Michigan, according to the plat thereof as recorded in Liber of Plats on page. default having been made in the terms and conditions of a certain mortgage made and executed by the mortgagor to the mortgagee, dated and recorded in the office of the Register of Deeds for the County of Oakland and State of Michigan, in Liber of Mortgages on page, on which mortgage there is claimed to be due at the date of this notice for principal, interest and taxes the sum of, and an attorney fee as provided for in said mortgage, and no suit or proceedings at law or in — [195, 39, 370, 273]
notice-attorney-heading: Bryant, Lincoln & Miller, Attorneys, 2379 First National Bank Bldg., Detroit, Mich. — [751, 1065, 926, 1081]
notice-attorney-heading: Clarence W. Dill, Attorney, 300 E. Congress St., Detroit, Michigan. — [380, 1105, 555, 1120]
notice-signature: CRESCENT LAKE ESTATES. — [109, 400, 185, 408]
legal-notice — [751, 491, 925, 769]
notice-attorney-heading: Jas. Swan Eldridge, Attorney, 1111 Ford Bldg., Detroit, Mich. — [195, 954, 368, 962]
quiz-question: Q. What was the name of the first newspaper in Illinois? — [10, 169, 152, 193]
notice-body: default having been made in the terms and conditions of a certain mortgage made and executed by the mortgagor to the mortgagee, dated and recorded in the office of the Register of Deeds for the County of Oakland and State of Michigan, in Liber of Mortgages on page, on which mortgage there is claimed to be due at the date of this notice for principal, interest and taxes the sum of, and an attorney fee as provided for in said mortgage, and no suit or proceedings at law or in equity having been instituted to recover the debt secured by said mortgage or any part thereof; now, therefore, by virtue of the power of sale contained in said mortgage and pursuant to the statute of the State of Michigan in such case made and provided, notice is hereby given that on the day and hour named, Eastern Standard Time, said mortgage will be foreclosed by a sale of the premises therein described at public auction to the highest bidder at the southerly or Saginaw Street entrance to the Court House in the City of Pontiac, Oakland County, Michigan, that being the building where the Circuit Court for the County of Oakland is held, of the premises described in said mortgage, or so much thereof as may be necessary to pay the amount due, as aforesaid, on said mortgage, with the interest thereon and all legal costs, charges and expenses, including the attorney fees allowed by law. Which premises are described as follows: Lot numbered in subdivision of part of the northwest quarter of Section, Town North, Range East, Township of Royal Oak, Oakland County, Michigan, according to the plat thereof as recorded in Liber of Plats on page. default having been made in the terms and conditions of a certain mortgage made and executed by the mortgagor to the mortgagee, dated and recorded in the office of the Register of Deeds for the County of Oakland and State of Michigan, in Liber of Mortgages on page, on which mortgage there is claimed to be due at the date of this notice for principal, interest and taxes the sum of, and an attorney fee as provided for in said mortgage, and no suit or proceedings at law or in equity having been instituted to recover the debt secured by said mortgage or any part thereof; now, therefore, by virtue of the power of sale contained in said mortgage and pursuant to the statute of the State of Michigan in such case made and provided, notice is hereby given that on the day and hour named, Eastern Standard Time, said mortgage will be foreclosed by a sale of the premises therein described at public auction to the highest bidder at the southerly or Saginaw Street entrance to the Court House in the City of Pontiac, Oakland County, Michigan, that being the building where the Circuit Court for the County of Oakland is held, of the premises described in said mortgage, or so much thereof as may — [10, 638, 185, 945]
notice-attorney-heading: Wiley, Streeter, Smith & Ford, Attorneys, 1915 Dime Bank Bldg., Detroit, Mich. — [195, 1375, 370, 1390]
notice-body: default having been made in the terms and conditions of a certain mortgage made and executed by the mortgagor to the mortgagee, dated and recorded in the office of the Register of Deeds for the County of Oakland and State of Michigan, in Liber of Mortgages on page, on which mortgage there is claimed to be due at the date of this notice for principal, interest and taxes the sum of, and an attorney fee as provided for in said mortgage, and no suit or proceedings at law or in equity having been instituted to recover the debt secured by said mortgage or any part thereof; now, therefore, by virtue of the power of sale contained in said mortgage and pursuant to the statute of the State of Michigan in such case made and provided, notice is hereby given that on the day and hour named, Eastern Standard Time, said mortgage will be foreclosed by a sale of the premises therein described at public auction to the highest bidder at the southerly or Saginaw Street entrance to the Court House in the City of Pontiac, Oakland County, Michigan, that being the building where the Circuit Court for the County of Oakland is held, of the premises described in said mortgage, or so much thereof as may be necessary to pay the amount due, as aforesaid, on said mortgage, with the interest thereon and all legal costs, charges and expenses, including the attorney fees allowed by law. Which premises are described as follows: Lot numbered in subdivision of part of the northwest quarter of Section, Town North, Range East, Township of Royal Oak, Oakland County, Michigan, according to the plat thereof as recorded in Liber of Plats on page. default having been made in the terms and conditions of a certain mortgage made and executed by the mortgagor to the mortgagee, dated and recorded in the office of the Register of Deeds for the County of Oakland and State of Michigan, in Liber of Mortgages on page, on which mortgage there is claimed — [380, 639, 555, 852]
notice-attorney-heading: Bryant, Lincoln & Miller, Attorneys, 2379 First National Bank Bldg., Detroit, Mich. — [936, 517, 1111, 532]
insertion-heading: FOURTH INSERTION — [381, 1086, 555, 1098]
notice-signature: BRYANT, LINCOLN & MILLER. — [1028, 848, 1111, 856]
notice-body: default having been made in the terms and conditions of a certain mortgage made and executed by the mortgagor to the mortgagee, dated and recorded in the office of the Register of Deeds for the County of Oakland and State of Michigan, in Liber of Mortgages on page, on which mortgage there is claimed to be due at the date of this notice for principal, interest and taxes the sum of, and an attorney fee as provided for in said mortgage, and no suit or proceedings at law or in equity having been instituted to recover the debt secured by said mortgage or any part thereof; now, therefore, by virtue of the power of sale contained in said mortgage and pursuant to the statute of the State of Michigan in such case made and provided, notice is hereby given that on the day and hour named, Eastern Standard Time, said mortgage will be foreclosed by a sale of the premises therein described at public auction to the highest bidder at the southerly or Saginaw Street entrance to the Court House in the City of Pontiac, Oakland County, Michigan, that being the building where the Circuit Court for the County of Oakland is held, of the premises described in said mortgage, or so much thereof as may be necessary to pay the amount due, as aforesaid, on said mortgage, with the interest thereon and all legal costs, charges and expenses, including the attorney fees allowed by law. Which premises are described as follows: Lot numbered in subdivision of part of the northwest quarter of Section, Town North, Range East, Township of Royal Oak, Oakland County, Michigan, according to the plat thereof as recorded in Liber of Plats on page. — [380, 891, 555, 1074]
column-6 — [931, 32, 1116, 1714]
notice-body: default having been made in the terms and conditions of a certain mortgage made and executed by the mortgagor to the mortgagee, dated and recorded in the office of the Register of Deeds for the County of Oakland and State of Michigan, in Liber of Mortgages on page, on which mortgage there is claimed to be due at the date of this notice for principal, interest and taxes the sum of, and an attorney fee as provided for in said mortgage, and no suit or proceedings at law or in equity having been instituted to recover the debt secured by said mortgage or any part thereof; now, therefore, by virtue of the power of sale contained in said mortgage and pursuant to the statute of the State of Michigan in such case made and provided, notice is hereby given that on the day and hour named, Eastern Standard Time, said mortgage will be foreclosed by a sale of the premises therein described at public auction to the highest bidder at the southerly or Saginaw Street entrance to the Court House in the City of Pontiac, Oakland County, Michigan, that being the building where the Circuit Court for the County of Oakland is held, of the premises described in said mortgage, or so much thereof as may be necessary to pay the amount due, as aforesaid, on said mortgage, with the interest thereon and all legal costs, charges and expenses, including the attorney fees allowed by law. Which premises are described as follows: Lot numbered in subdivision of part of the northwest quarter of Section, Town North, Range East, Township of Royal Oak, Oakland County, Michigan, according to the plat thereof as recorded in Liber of Plats on page. default having been made in the terms and conditions of a certain mortgage made and executed by the mortgagor to the mortgagee, dated and recorded in the office of the Register of Deeds for the County of Oakland and State of Michigan, in Liber of Mortgages on page, on which mortgage there is claimed to be due at the date of this notice for principal, interest and taxes the sum of, and an attorney fee as provided for in said mortgage, and no suit or proceedings at law or in equity having been instituted to recover the debt secured by said mortgage or any part thereof; now, therefore, by virtue of the power of sale contained in said mortgage and pursuant to the statute of the State of Michigan in such case made and provided, notice is hereby given that on the day and hour named, Eastern Standard Time, said mortgage will be foreclosed by a sale of the premises therein described at public auction to the highest bidder at the southerly or Saginaw Street entrance to the Court House — [565, 39, 741, 324]
columns-container — [8, 32, 1116, 1714]
quiz-answer: A. The Illinois Intelligencer. — [10, 196, 130, 207]
quiz-answer: A. Julia Ward Howe. — [10, 101, 98, 112]
legal-notice — [381, 611, 555, 859]
notice-body: default having been made in the terms and conditions of a certain mortgage made and executed by the mortgagor to the mortgagee, dated and recorded in the office of the Register of Deeds for the County of Oakland and State of Michigan, in Liber of Mortgages on page, on which mortgage there is claimed to be due at the date of this notice for principal, interest and taxes the sum of, and an attorney fee as provided for in said mortgage, and no suit or proceedings at law or in equity having been instituted to recover the debt secured by said mortgage or any part thereof; now, therefore, by virtue of the power of sale contained in said mortgage and pursuant to the statute of the State of Michigan in such case made and provided, notice is hereby given that on the day and hour named, Eastern Standard Time, said mortgage will be foreclosed by a sale of the premises therein described at public auction to the highest bidder at the southerly or Saginaw Street entrance to the Court House in the City of Pontiac, Oakland County, Michigan, that being the building where the Circuit Court for the County of Oakland is held, of the premises described in said mortgage, or so much thereof as may be necessary to pay the amount due, as aforesaid, on said mortgage, with the interest thereon and all legal costs, charges and expenses, including the attorney fees allowed by law. Which premises are described as follows: Lot numbered in subdivision of part of the northwest quarter of Section, Town North, Range East, Township of Royal Oak, Oakland County, Michigan, according to the plat thereof as recorded in Liber of Plats on page. default having been made in the terms and conditions of a certain mortgage made and executed by the mortgagor to the mortgagee, dated and recorded in the office of the Register of Deeds for the County — [565, 363, 741, 568]
notice-attorney-heading: Yerkes, Goddard, McClintock & Shreve, Attorneys, 600 Fidelity Trust Bldg., Detroit, Mich. — [380, 866, 555, 882]
notice-body: default having been made in the terms and conditions of a certain mortgage made and executed by the mortgagor to the mortgagee, dated and recorded in the office of the Register of Deeds for the County of Oakland and State of Michigan, in Liber of Mortgages on page, on which mortgage there is claimed to be due at the date of this notice for principal, interest and taxes the sum of, and an attorney fee as provided for in said mortgage, and no suit or proceedings at law or in equity having been instituted to recover the debt secured by said mortgage or any part thereof; now, therefore, by virtue of the power of sale contained in said mortgage and pursuant to the statute of the State of Michigan in such case made and provided, notice is hereby given that on the day and hour named, Eastern Standard Time, said mortgage will be foreclosed by a sale of the premises therein described at public auction to the highest bidder at the southerly or Saginaw Street entrance to the Court House in the City of Pontiac, Oakland County, Michigan, that being the building where the Circuit Court for the County of Oakland is held, of the premises described in said mortgage, or so much thereof as may be necessary to pay the amount due, as aforesaid, on said mortgage, with the interest thereon and all legal costs, charges and expenses, including the attorney fees allowed by law. Which premises are described as follows: Lot numbered in subdivision of part of the northwest quarter of Section, Town North, Range East, Township of Royal Oak, Oakland County, Michigan, according to the plat thereof as recorded in Liber of Plats on page. default having been made in the terms and conditions of a certain mortgage made and executed by the mortgagor to the mortgagee, dated and recorded in the office of the Register of Deeds for the County of Oakland and State of Michigan, in Liber of Mortgages on page, on which mortgage there is claimed to be due at the date of this notice for principal, interest and taxes the sum of, and an attorney fee as provided for in said mortgage, and no suit or proceedings at law or in equity having been instituted to recover the debt secured by said mortgage or any part thereof; now, therefore, — [380, 1129, 555, 1371]
notice-signature: CAMPBELL, BULKLEY & LEDYARD. — [85, 1312, 185, 1320]
notice-body: default having been made in the terms and conditions of a certain mortgage made and executed by the mortgagor to the mortgagee, dated and recorded in the office of the Register of Deeds for the County of Oakland and State of Michigan, in Liber of Mortgages on page, on which mortgage there is claimed to be due at the date of this notice for principal, interest and taxes the sum of, and an attorney fee as provided for in said mortgage, and no suit or proceedings at law or in equity having been instituted to recover the debt secured by said mortgage or any part thereof; now, therefore, by virtue of the power of sale contained in said mortgage and pursuant to the statute of the State of Michigan in such case made and provided, notice is hereby given that on the day and hour named, Eastern Standard Time, said mortgage will be foreclosed by a sale of the premises therein described at public auction to the highest bidder at the southerly or Saginaw Street entrance to the Court House in the City of Pontiac, Oakland County, Michigan, that being the building where the Circuit Court for the County of Oakland is held, of the premises described in said mortgage, or so much thereof as may be necessary to pay the amount due, as aforesaid, on said mortgage, with the interest thereon and all legal costs, charges and expenses, including the attorney fees allowed by law. Which premises are described as follows: — [195, 962, 370, 1116]
notice-body: default having been made in the terms and conditions of a certain mortgage made and executed by the mortgagor to the mortgagee, dated and recorded in the office of the Register of Deeds for the County of Oakland and State of Michigan, in Liber of Mortgages on page, on which mortgage there is claimed to be due at the date of this notice for principal, interest and taxes the sum of, and an attorney fee as provided for in said mortgage, and no suit or proceedings at law or in equity having been instituted to recover the debt secured by said mortgage or any part thereof; now, therefore, by virtue of the power of sale contained in said mortgage and pursuant to the statute of the State of Michigan in such case made and provided, notice is hereby given that on the day and hour named, Eastern Standard Time, said mortgage will be foreclosed by a sale of the premises therein described at public auction to the highest bidder at the southerly or Saginaw Street entrance to the Court House in the City of Pontiac, Oakland County, Michigan, that being the building where the Circuit Court for the County of Oakland is held, of the premises described in said mortgage, or so much thereof as may be necessary to pay the amount due, as aforesaid, on said mortgage, with the interest thereon and all legal costs, charges and expenses, including the attorney fees allowed by law. Which premises are described as follows: Lot numbered in subdivision of part of the northwest quarter of Section, Town North, Range East, Township of Royal Oak, Oakland County, Michigan, according to the plat thereof as recorded in Liber of Plats on page. default having been made in the terms and conditions of a certain mortgage made and executed by the mortgagor to the mortgagee, dated and recorded in the office of the Register of Deeds for the County of Oakland and State of Michigan, in Liber of Mortgages on page, on which mortgage there is claimed to be due at the date of this notice for principal, interest and taxes the sum of, and — [751, 261, 926, 480]
notice-body: default having been made in the terms and conditions of a certain mortgage made and executed by the mortgagor to the mortgagee, dated and recorded in the office of the Register of Deeds for the County of Oakland and State of Michigan, in Liber of Mortgages on page, on which mortgage there is claimed to be due at the date of this notice for principal, interest and taxes the sum of, and an attorney fee as provided for in said mortgage, and no suit or proceedings at law or in equity having been instituted to recover the debt secured by said mortgage or any part thereof; now, therefore, by virtue of the power of sale contained in said mortgage and pursuant to the statute of the State of Michigan in such case made and provided, notice is hereby given that on the day and hour named, Eastern Standard Time, said mortgage will be foreclosed by a sale of the premises therein described at public auction to the highest bidder at the southerly or Saginaw Street entrance to the Court House in the City of Pontiac, Oakland County, Michigan, that being the building where the Circuit Court for the County of Oakland is held, of the premises described in said mortgage, or so much thereof as may be necessary to pay the amount due, as aforesaid, on said mortgage, with the interest thereon and all legal costs, charges and expenses, including the attorney fees allowed by law. Which premises are described as follows: Lot numbered in subdivision of part of the northwest quarter of Section, Town North, Range East, Township of Royal Oak, Oakland County, Michigan, according to the plat thereof as recorded in Liber of Plats on page. default having been made in the terms and conditions of a certain mortgage made and executed by the mortgagor to the mortgagee, dated and recorded in the office of the Register of Deeds for the County of Oakland and State of Michigan, in Liber of Mortgages on page, on which mortgage there is claimed to be due at the date of this notice for principal, interest and taxes the sum of, and an attorney fee as provided for in said mortgage, and no suit or proceedings at law or in equity having been instituted to recover the debt secured by said mortgage or any part thereof; now, therefore, by virtue of the power of sale contained in said mortgage and pursuant to the statute of the State of Michigan in such case made and provided, notice is hereby given that on the day and hour named, Eastern Standard Time, said mortgage will be foreclosed by a sale of the premises therein described at public auction to the highest bidder at the southerly or Saginaw Street entrance to the Court House in the City of Pontiac, Oakland County, Michigan, that being the building where the Circuit Court for the County of Oakland is held, of the premises described in said mortgage, or so much thereof as may be necessary to pay the amount due, as aforesaid, on said mortgage, with the interest thereon and all legal costs, charges and expenses, including the attorney fees allowed by law. Which premises are described as follows: — [10, 976, 185, 1312]
